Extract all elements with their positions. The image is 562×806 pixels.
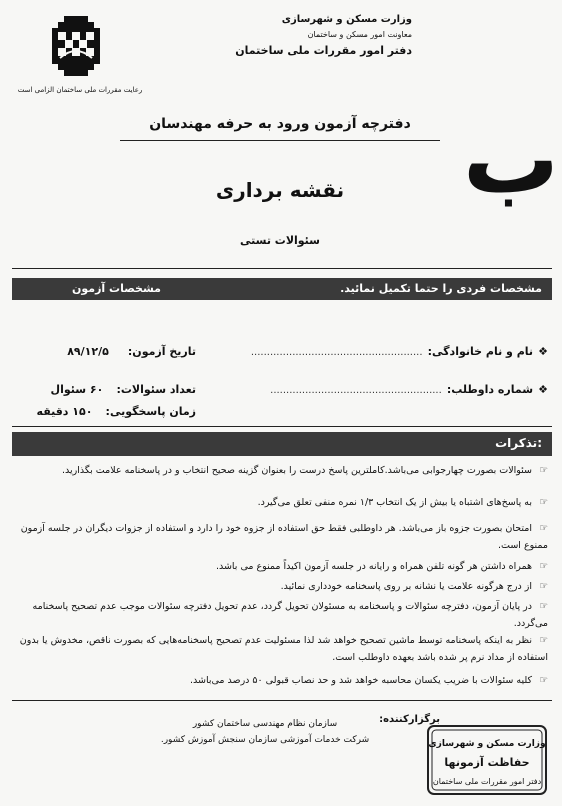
personal-info-label: مشخصات فردی را حتما تکمیل نمائید. (340, 282, 542, 295)
info-bar (12, 278, 552, 300)
exam-date-row (36, 340, 196, 359)
stamp-text-2: حفاظت آزمونها (444, 756, 530, 769)
question-type: سئوالات تستی (240, 234, 320, 247)
stamp-text-3: دفتر امور مقررات ملی ساختمان (432, 777, 542, 786)
divider (12, 268, 552, 269)
exam-date-value: ۸۹/۱۲/۵ (67, 345, 109, 358)
notes-title: تذکرات: (495, 436, 542, 450)
answer-time-label: زمان پاسخگویی: (105, 405, 196, 418)
official-stamp-icon (426, 724, 548, 796)
applicant-no-input-line[interactable]: ...................................................... (270, 385, 442, 396)
applicant-no-field-row (270, 378, 548, 397)
logo-caption: رعایت مقررات ملی ساختمان الزامی است (17, 86, 143, 94)
pointing-hand-icon: ☞ (539, 523, 548, 534)
note-item: ☞سئوالات بصورت چهارجوابی می‌باشد.کاملترین پاسخ درست را بعنوان گزینه صحیح انتخاب و در پاسخنامه علامت بگذارید. (18, 462, 548, 479)
note-item: ☞کلیه سئوالات با ضریب یکسان محاسبه خواهد شد و حد نصاب قبولی ۵۰ درصد می‌باشد. (18, 672, 548, 689)
answer-time-row (36, 400, 196, 419)
exam-info-label: مشخصات آزمون (72, 282, 161, 295)
note-item: ☞در پایان آزمون، دفترچه سئوالات و پاسخنامه به مسئولان تحویل گردد، عدم تحویل دفترچه سئوالات موجب عدم تصحیح پاسخنامه می‌گردد. (18, 598, 548, 632)
applicant-no-label: شماره داوطلب: (446, 383, 534, 396)
note-item: ☞امتحان بصورت جزوه باز می‌باشد. هر داوطلبی فقط حق استفاده از جزوه خود را دارد و استفاده از جزوات دیگران در جلسه آزمون ممنوع است. (18, 520, 548, 554)
pointing-hand-icon: ☞ (539, 635, 548, 646)
divider (12, 426, 552, 427)
diamond-bullet-icon: ❖ (538, 345, 548, 358)
question-count-row (36, 378, 196, 397)
pointing-hand-icon: ☞ (539, 581, 548, 592)
organizer-2: شرکت خدمات آموزشی سازمان سنجش آموزش کشور. (160, 735, 370, 745)
question-count-value: ۶۰ سئوال (50, 383, 104, 396)
answer-time-value: ۱۵۰ دقیقه (36, 405, 93, 418)
office-name: دفتر امور مقررات ملی ساختمان (235, 44, 412, 57)
building-regulations-logo-icon (44, 14, 108, 78)
question-count-label: تعداد سئوالات: (116, 383, 196, 396)
organizer-label: برگزارکننده: (379, 714, 440, 725)
pointing-hand-icon: ☞ (539, 675, 548, 686)
name-field-row (251, 340, 548, 359)
organizer-names (140, 716, 390, 748)
divider (12, 700, 552, 701)
pointing-hand-icon: ☞ (539, 561, 548, 572)
pointing-hand-icon: ☞ (539, 465, 548, 476)
stamp-text-1: وزارت مسکن و شهرسازی (428, 739, 546, 749)
organizer-1: سازمان نظام مهندسی ساختمان کشور (192, 719, 338, 729)
booklet-code-letter: ب (462, 103, 560, 215)
note-item: ☞نظر به اینکه پاسخنامه توسط ماشین تصحیح خواهد شد لذا مسئولیت عدم تصحیح پاسخنامه‌هایی که بصورت ناقص، مخدوش یا بدون استفاده از مداد نرم پر شده باشد بعهده داوطلب است. (18, 632, 548, 666)
diamond-bullet-icon: ❖ (538, 383, 548, 396)
notes-header-bar (12, 432, 552, 456)
pointing-hand-icon: ☞ (539, 601, 548, 612)
booklet-code-glyph (462, 103, 560, 215)
exam-subject: نقشه برداری (215, 178, 345, 202)
pointing-hand-icon: ☞ (539, 497, 548, 508)
title-underline (120, 140, 440, 141)
booklet-title: دفترچه آزمون ورود به حرفه مهندسان (149, 116, 411, 132)
deputy-name: معاونت امور مسکن و ساختمان (307, 30, 412, 39)
note-item: ☞همراه داشتن هر گونه تلفن همراه و رایانه در جلسه آزمون اکیداً ممنوع می باشد. (18, 558, 548, 575)
ministry-name: وزارت مسکن و شهرسازی (281, 14, 412, 25)
note-item: ☞از درج هرگونه علامت یا نشانه بر روی پاسخنامه خودداری نمائید. (18, 578, 548, 595)
note-item: ☞به پاسخ‌های اشتباه یا بیش از یک انتخاب ۱/۳ نمره منفی تعلق می‌گیرد. (18, 494, 548, 511)
name-input-line[interactable]: ...................................................... (250, 347, 423, 358)
name-label: نام و نام خانوادگی: (427, 345, 534, 358)
exam-date-label: تاریخ آزمون: (127, 345, 196, 358)
